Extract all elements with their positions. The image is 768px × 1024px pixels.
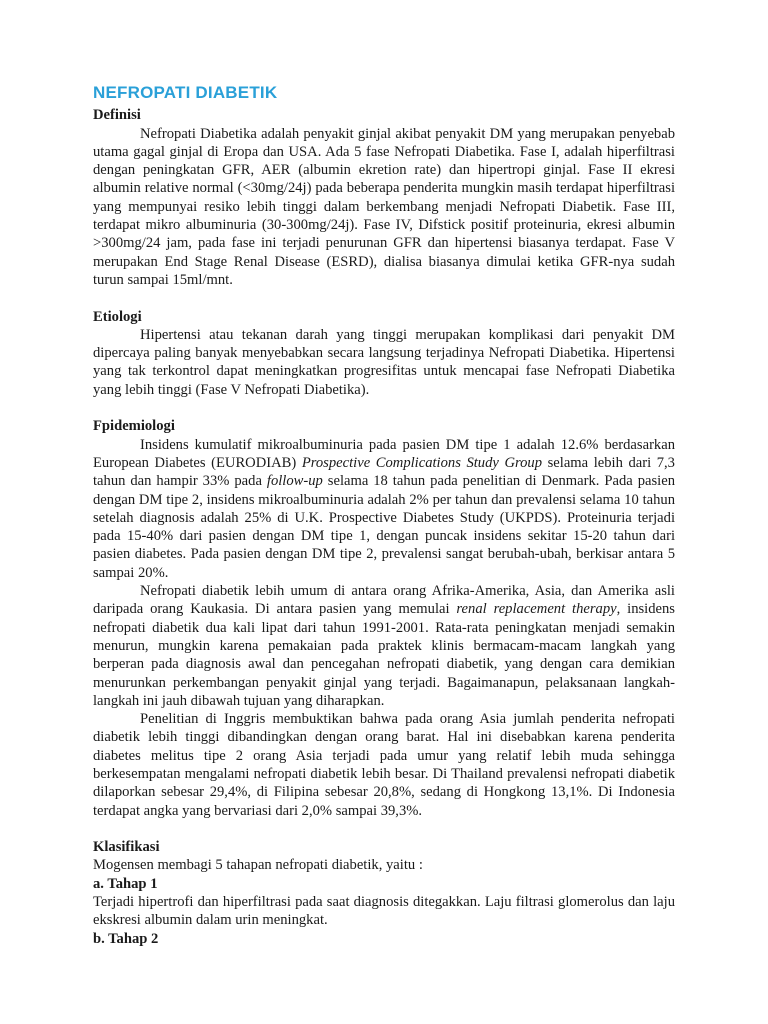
heading-tahap-2: b. Tahap 2 [93, 930, 159, 947]
italic-text-run: follow-up [266, 473, 323, 490]
paragraph-definisi: Nefropati Diabetika adalah penyakit ginjal akibat penyakit DM yang merupakan penyebab utama gagal ginjal di Eropa dan USA. Ada 5 fase Nefropati Diabetika. Fase I, adalah hiperfiltrasi dengan peningkatan GFR, AER (albumin ekretion rate) dan hipertropi ginjal. Fase II ekresi albumin relative normal (<30mg/24j) pada beberapa penderita mungkin masih terdapat hiperfiltrasi yang mempunyai resiko lebih tinggi dalam berkembang menjadi Nefropati Diabetik. Fase III, terdapat mikro albuminuria (30-300mg/24j). Fase IV, Difstick positif proteinuria, ekresi albumin >300mg/24 jam, pada fase ini terjadi penurunan GFR dan hipertensi biasanya terdapat. Fase V merupakan End Stage Renal Disease (ESRD), dialisa biasanya dimulai ketika GFR-nya sudah turun sampai 15ml/mnt. [93, 125, 675, 288]
heading-klasifikasi: Klasifikasi [93, 839, 160, 856]
klasifikasi-intro: Mogensen membagi 5 tahapan nefropati diabetik, yaitu : [93, 857, 423, 874]
heading-epidemiologi: Fpidemiologi [93, 418, 175, 435]
paragraph-epidemiologi-2 [93, 582, 675, 710]
document-title: NEFROPATI DIABETIK [93, 83, 278, 102]
section-klasifikasi [93, 838, 675, 948]
text-run: Insidens kumulatif mikroalbuminuria pada pasien DM tipe 1 adalah 12.6% berdasarkan European Diabetes (EURODIAB) [93, 436, 675, 471]
section-epidemiologi [93, 417, 675, 820]
text-run: , insidens nefropati diabetik dua kali lipat dari tahun 1991-2001. Rata-rata peningkatan menjadi semakin menurun, mungkin karena pemakaian pada praktek klinis bermacam-macam langkah yang berperan pada diagnosis awal dan pencegahan nefropati diabetik, yang dengan cara demikian menurunkan perkembangan penyakit ginjal yang terjadi. Bagaimanapun, pelaksanaan langkah-langkah ini jauh dibawah tujuan yang diharapkan. [93, 601, 675, 709]
document-content [93, 84, 675, 948]
section-etiologi [93, 308, 675, 399]
heading-etiologi: Etiologi [93, 308, 142, 325]
text-run: Nefropati diabetik lebih umum di antara orang Afrika-Amerika, Asia, dan Amerika asli daripada orang Kaukasia. Di antara pasien yang memulai [93, 583, 675, 618]
italic-text-run: Prospective Complications Study Group [301, 454, 543, 471]
paragraph-epidemiologi-3: Penelitian di Inggris membuktikan bahwa pada orang Asia jumlah penderita nefropati diabetik lebih tinggi dibandingkan dengan orang barat. Hal ini disebabkan karena penderita diabetes melitus tipe 2 orang Asia terjadi pada umur yang relatif lebih muda sehingga berkesempatan mengalami nefropati diabetik lebih besar. Di Thailand prevalensi nefropati diabetik dilaporkan sebesar 29,4%, di Filipina sebesar 20,8%, sedang di Hongkong 13,1%. Di Indonesia terdapat angka yang bervariasi dari 2,0% sampai 39,3%. [93, 711, 675, 819]
paragraph-tahap-1: Terjadi hipertrofi dan hiperfiltrasi pada saat diagnosis ditegakkan. Laju filtrasi glomerolus dan laju ekskresi albumin dalam urin meningkat. [93, 894, 675, 929]
text-run: selama 18 tahun pada penelitian di Denmark. Pada pasien dengan DM tipe 2, insidens mikroalbuminuria adalah 2% per tahun dan prevalensi selama 10 tahun setelah diagnosis adalah 25% di U.K. Prospective Diabetes Study (UKPDS). Proteinuria terjadi pada 15-40% dari pasien dengan DM tipe 1, dengan puncak insidens sekitar 15-20 tahun dari pasien diabetes. Pada pasien dengan DM tipe 2, prevalensi sangat berubah-ubah, berkisar antara 5 sampai 20%. [93, 473, 675, 581]
paragraph-etiologi: Hipertensi atau tekanan darah yang tinggi merupakan komplikasi dari penyakit DM dipercaya paling banyak menyebabkan secara langsung terjadinya Nefropati Diabetika. Hipertensi yang tak terkontrol dapat meningkatkan progresifitas untuk mencapai fase Nefropati Diabetika yang lebih tinggi (Fase V Nefropati Diabetika). [93, 326, 675, 398]
paragraph-epidemiologi-1 [93, 436, 675, 582]
section-definisi [93, 106, 675, 289]
heading-definisi: Definisi [93, 107, 141, 124]
text-run: selama lebih dari 7,3 tahun dan hampir 33% pada [93, 454, 675, 490]
heading-tahap-1: a. Tahap 1 [93, 875, 158, 892]
italic-text-run: renal replacement therapy [456, 601, 617, 618]
